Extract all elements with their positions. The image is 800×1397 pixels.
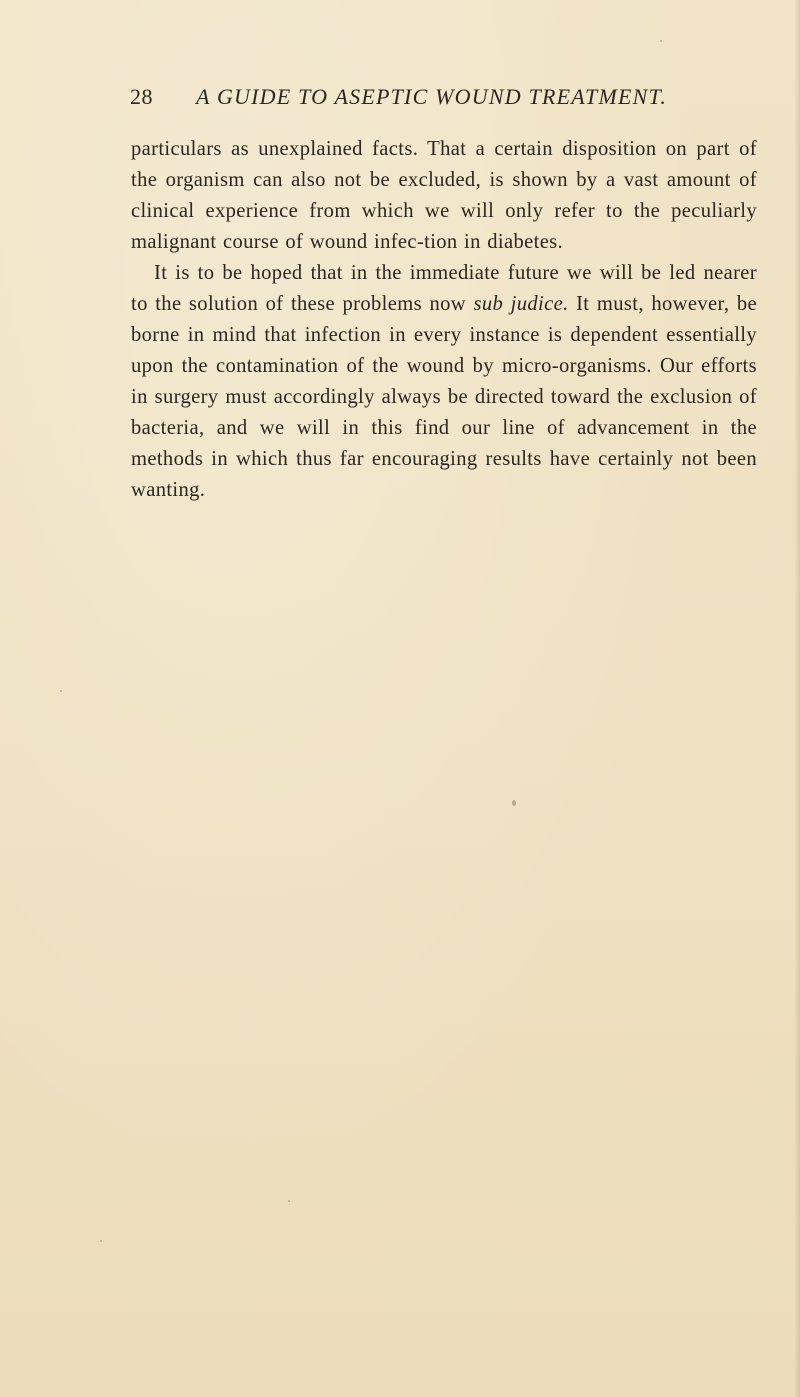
paper-speck bbox=[512, 800, 516, 806]
paper-speck bbox=[100, 1240, 102, 1242]
paragraph-2-text-start: It is to be hoped that in the immediate future we will be led nearer to the solution of these problems now bbox=[131, 262, 757, 315]
paper-speck bbox=[660, 40, 662, 42]
paper-speck bbox=[288, 1200, 290, 1202]
latin-phrase: sub judice. bbox=[473, 293, 569, 315]
page-number: 28 bbox=[130, 84, 153, 109]
paragraph-1: particulars as unexplained facts. That a certain disposition on part of the organism can also not be excluded, is shown by a vast amount of clinical experience from which we will only refer to the peculiarly malignant course of wound infec-tion in diabetes. bbox=[131, 138, 757, 253]
paper-speck bbox=[60, 690, 62, 692]
page-header bbox=[130, 80, 756, 120]
running-title: A GUIDE TO ASEPTIC WOUND TREATMENT. bbox=[196, 84, 668, 109]
page-edge-shadow bbox=[794, 0, 800, 1397]
paragraph-2 bbox=[131, 258, 757, 506]
paragraph-2-text-end: It must, however, be borne in mind that infection in every instance is dependent essentially upon the contamination of the wound by micro-organisms. Our efforts in surgery must accordingly always be directed toward the exclusion of bacteria, and we will in this find our line of advancement in the methods in which thus far encouraging results have certainly not been wanting. bbox=[131, 293, 757, 501]
body-text bbox=[131, 134, 757, 506]
